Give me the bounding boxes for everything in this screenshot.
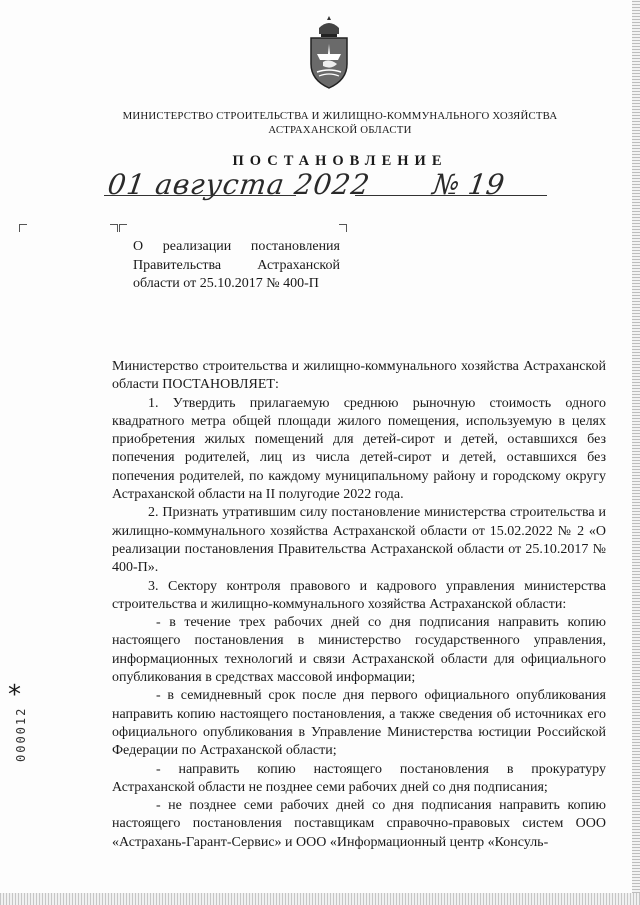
coat-of-arms-icon [303, 14, 355, 94]
handwritten-number: № 19 [430, 168, 507, 201]
ministry-name-line2: АСТРАХАНСКОЙ ОБЛАСТИ [268, 124, 412, 136]
subject-line: области от 25.10.2017 № 400-П [133, 276, 319, 292]
clause-3-item: - не позднее семи рабочих дней со дня подписания направить копию настоящего постановления поставщикам справочно-правовых систем ООО «Астрахань-Гарант-Сервис» и ООО «Информационный центр «Консуль- [112, 798, 606, 850]
margin-code: 000012 [14, 706, 28, 762]
clause-3-item: - в течение трех рабочих дней со дня подписания направить копию настоящего постановления в министерство государственного управления, информационных технологий и связи Астраханской области для официального опубликования в средствах массовой информации; [112, 615, 606, 686]
bracket-mark [339, 224, 347, 232]
handwritten-date: 01 августа 2022 [105, 168, 373, 201]
preamble-paragraph: Министерство строительства и жилищно-коммунального хозяйства Астраханской области ПОСТАНОВЛЯЕТ: [112, 359, 606, 393]
bracket-mark [110, 224, 118, 232]
bracket-mark [119, 224, 127, 232]
document-subject [133, 238, 340, 294]
subject-line: Правительства Астраханской [133, 257, 340, 273]
document-body [112, 358, 606, 852]
number-underline [355, 195, 547, 196]
bracket-mark [19, 224, 27, 232]
document-type-title: ПОСТАНОВЛЕНИЕ [232, 153, 448, 169]
margin-star: * [8, 680, 21, 710]
clause-2: 2. Признать утратившим силу постановление министерства строительства и жилищно-коммунального хозяйства Астраханской области от 15.02.2022 № 2 «О реализации постановления Правительства Астраханской области от 25.10.2017 № 400-П». [112, 505, 606, 576]
clause-1: 1. Утвердить прилагаемую среднюю рыночную стоимость одного квадратного метра общей площади жилого помещения, используемую в целях приобретения жилых помещений для детей-сирот и детей, оставшихся без попечения родителей, лиц из числа детей-сирот и детей, оставшихся без попечения родителей, по каждому муниципальному району и городскому округу Астраханской области на II полугодие 2022 года. [112, 395, 606, 503]
date-underline [104, 195, 296, 196]
clause-3-item: - в семидневный срок после дня первого официального опубликования направить копию настоящего постановления, а также сведения об источниках его официального опубликования в Управление Министерства юстиции Российской Федерации по Астраханской области; [112, 688, 606, 759]
clause-3: 3. Сектору контроля правового и кадрового управления министерства строительства и жилищно-коммунального хозяйства Астраханской области: [112, 578, 606, 612]
clause-3-item: - направить копию настоящего постановления в прокуратуру Астраханской области не позднее семи рабочих дней со дня подписания; [112, 761, 606, 795]
ministry-name-line1: МИНИСТЕРСТВО СТРОИТЕЛЬСТВА И ЖИЛИЩНО-КОММУНАЛЬНОГО ХОЗЯЙСТВА [122, 110, 558, 122]
subject-line: О реализации постановления [133, 239, 340, 254]
scan-edge-bottom [0, 893, 640, 905]
scan-edge-right [632, 0, 640, 905]
